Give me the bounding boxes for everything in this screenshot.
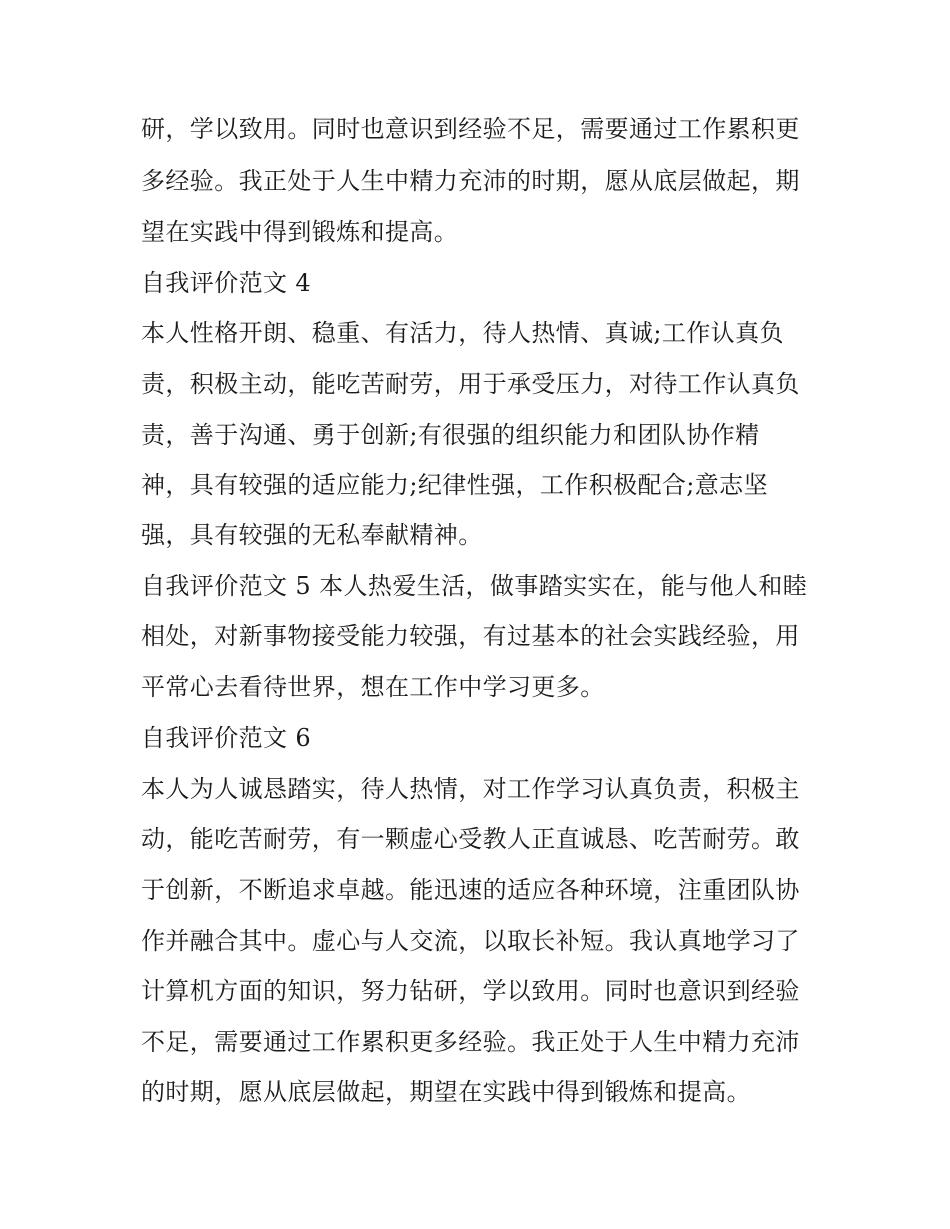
text-line: 动，能吃苦耐劳，有一颗虚心受教人正直诚恳、吃苦耐劳。敢 [141,825,800,853]
text-line: 相处，对新事物接受能力较强，有过基本的社会实践经验，用 [141,622,800,650]
section-heading-with-text: 自我评价范文 5 本人热爱生活，做事踏实实在，能与他人和睦 [141,572,808,600]
text-line: 强，具有较强的无私奉献精神。 [141,521,483,549]
text-line: 研，学以致用。同时也意识到经验不足，需要通过工作累积更 [141,115,800,143]
text-line: 责，积极主动，能吃苦耐劳，用于承受压力，对待工作认真负 [141,370,800,398]
text-line: 本人性格开朗、稳重、有活力，待人热情、真诚;工作认真负 [141,319,784,347]
section-heading: 自我评价范文 4 [141,269,312,297]
text-line: 不足，需要通过工作累积更多经验。我正处于人生中精力充沛 [141,1028,800,1056]
text-line: 多经验。我正处于人生中精力充沛的时期，愿从底层做起，期 [141,167,800,195]
text-line: 本人为人诚恳踏实，待人热情，对工作学习认真负责，积极主 [141,775,800,803]
text-line: 作并融合其中。虚心与人交流，以取长补短。我认真地学习了 [141,927,800,955]
text-line: 望在实践中得到锻炼和提高。 [141,218,459,246]
text-line: 神，具有较强的适应能力;纪律性强，工作积极配合;意志坚 [141,471,768,499]
text-line: 平常心去看待世界，想在工作中学习更多。 [141,673,605,701]
text-line: 的时期，愿从底层做起，期望在实践中得到锻炼和提高。 [141,1078,751,1106]
section-heading: 自我评价范文 6 [141,724,312,752]
text-line: 责，善于沟通、勇于创新;有很强的组织能力和团队协作精 [141,421,760,449]
text-line: 计算机方面的知识，努力钻研，学以致用。同时也意识到经验 [141,977,800,1005]
text-line: 于创新，不断追求卓越。能迅速的适应各种环境，注重团队协 [141,876,800,904]
